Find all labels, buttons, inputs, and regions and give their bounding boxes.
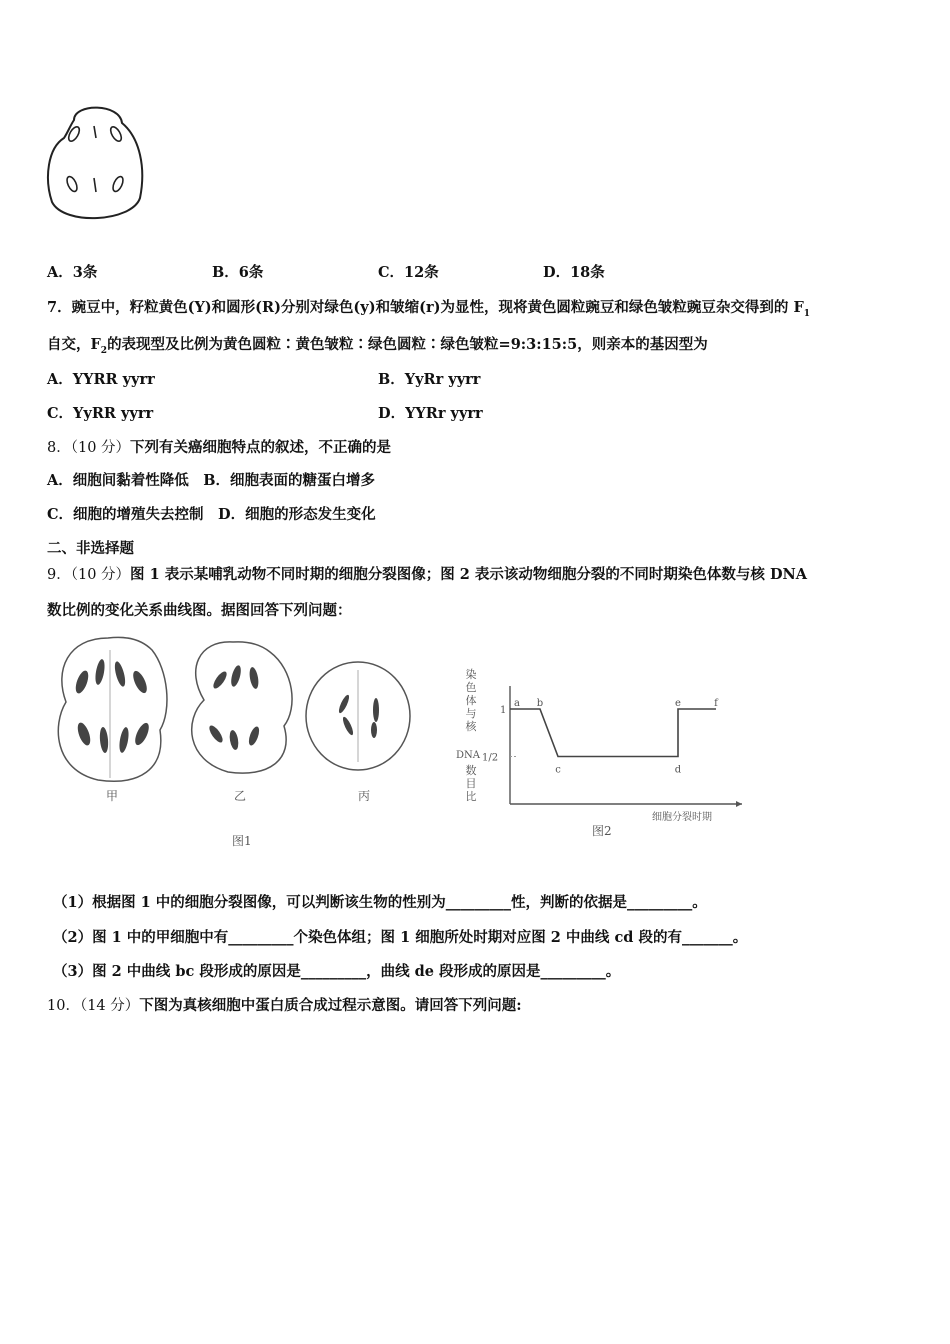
fig2-ylabel-char: 数 <box>465 764 477 777</box>
cell-bing <box>306 662 410 770</box>
fig2-ylabel-char: 染 <box>465 668 477 681</box>
cell-jia-label: 甲 <box>106 789 119 803</box>
q9-number: 9．（10 分） <box>47 567 131 583</box>
q7-stem-text: 7．豌豆中，籽粒黄色(Y)和圆形(R)分别对绿色(y)和皱缩(r)为显性，现将黄色圆粒豌豆和绿色皱粒豌豆杂交得到的 F <box>47 299 804 316</box>
q6-option-c: C．12条 <box>378 264 439 281</box>
q9-sub2: （2）图 1 中的甲细胞中有_________个染色体组；图 1 细胞所处时期对应图 2 中曲线 cd 段的有_______。 <box>53 929 748 946</box>
fig2-point-label-d: d <box>674 764 682 776</box>
fig2-ylabel-char: 与 <box>465 707 477 720</box>
fig2-series-line <box>510 709 716 757</box>
fig2-xlabel: 细胞分裂时期 <box>652 812 712 823</box>
fig2-ylabel-dna: DNA <box>456 750 480 761</box>
q8-stem <box>47 436 391 457</box>
cell-yi-chromosomes <box>207 664 261 750</box>
fig2-ytick-1: 1 <box>500 705 507 716</box>
fig1-caption: 图1 <box>232 834 252 848</box>
q7-option-a: A．YYRR yyrr <box>47 371 155 388</box>
q9-stem-line2: 数比例的变化关系曲线图。据图回答下列问题： <box>47 602 352 619</box>
fig2-point-label-e: e <box>675 698 681 709</box>
section-heading: 二、非选择题 <box>47 540 134 557</box>
q9-sub1: （1）根据图 1 中的细胞分裂图像，可以判断该生物的性别为_________性，判断的依据是_________。 <box>53 894 707 911</box>
fig2-point-label-a: a <box>514 698 520 709</box>
fig2-ytick-half: 1/2 <box>482 752 499 764</box>
q8-options-row2: C．细胞的增殖失去控制 D．细胞的形态发生变化 <box>47 506 376 523</box>
q7-line2-sub: 2 <box>100 345 108 356</box>
fig2-chart <box>480 680 750 810</box>
q10-number: 10．（14 分） <box>47 998 140 1014</box>
fig2-ylabel-char: 目 <box>465 777 477 790</box>
cell-jia-chromosomes <box>73 659 151 754</box>
fig2-point-label-c: c <box>555 764 561 776</box>
q6-cell-figure <box>44 98 150 230</box>
cell-bing-label: 丙 <box>358 789 371 803</box>
q9-stem-line1 <box>47 563 807 584</box>
cell-jia <box>58 637 167 781</box>
q10-stem-text: 下图为真核细胞中蛋白质合成过程示意图。请回答下列问题: <box>139 997 522 1014</box>
q9-stem-text: 图 1 表示某哺乳动物不同时期的细胞分裂图像；图 2 表示该动物细胞分裂的不同时期染色体数与核 DNA <box>130 566 808 583</box>
q7-option-d: D．YYRr yyrr <box>378 405 483 422</box>
q6-option-a: A．3条 <box>47 264 98 281</box>
cell-yi <box>192 642 292 773</box>
q7-stem-line1 <box>47 296 810 319</box>
q6-option-d: D．18条 <box>543 264 605 281</box>
q8-options-row1: A．细胞间黏着性降低 B．细胞表面的糖蛋白增多 <box>47 472 376 489</box>
q7-option-c: C．YyRR yyrr <box>47 405 154 422</box>
fig1-cells <box>48 630 428 805</box>
fig2-ylabel-char: 比 <box>465 790 477 803</box>
q6-chromosomes-top <box>67 125 124 143</box>
fig2-x-arrow <box>736 801 742 807</box>
fig2-caption: 图2 <box>592 824 612 838</box>
fig2-ylabel-char: 体 <box>465 694 477 707</box>
q7-stem-subscript: 1 <box>803 308 811 319</box>
q7-line2-post: 的表现型及比例为黄色圆粒∶黄色皱粒∶绿色圆粒∶绿色皱粒=9:3:15:5，则亲本的基因型为 <box>107 336 708 353</box>
fig2-point-label-f: f <box>714 698 718 709</box>
fig2-ylabel-char: 核 <box>465 720 477 733</box>
q8-stem-text: 下列有关癌细胞特点的叙述，不正确的是 <box>130 439 392 456</box>
q10-stem <box>47 994 522 1015</box>
fig2-point-label-b: b <box>536 698 544 709</box>
q6-option-b: B．6条 <box>212 264 264 281</box>
q8-number: 8．（10 分） <box>47 440 131 456</box>
q9-sub3: （3）图 2 中曲线 bc 段形成的原因是_________，曲线 de 段形成的原因是_________。 <box>53 963 621 980</box>
cell-yi-label: 乙 <box>234 789 247 803</box>
q6-chromosomes-bottom <box>65 175 125 193</box>
q6-cell-outline <box>48 108 142 219</box>
q7-option-b: B．YyRr yyrr <box>378 371 481 388</box>
q7-stem-line2 <box>47 333 708 356</box>
q7-line2-pre: 自交，F <box>47 336 101 353</box>
fig2-ylabel-char: 色 <box>465 681 477 694</box>
